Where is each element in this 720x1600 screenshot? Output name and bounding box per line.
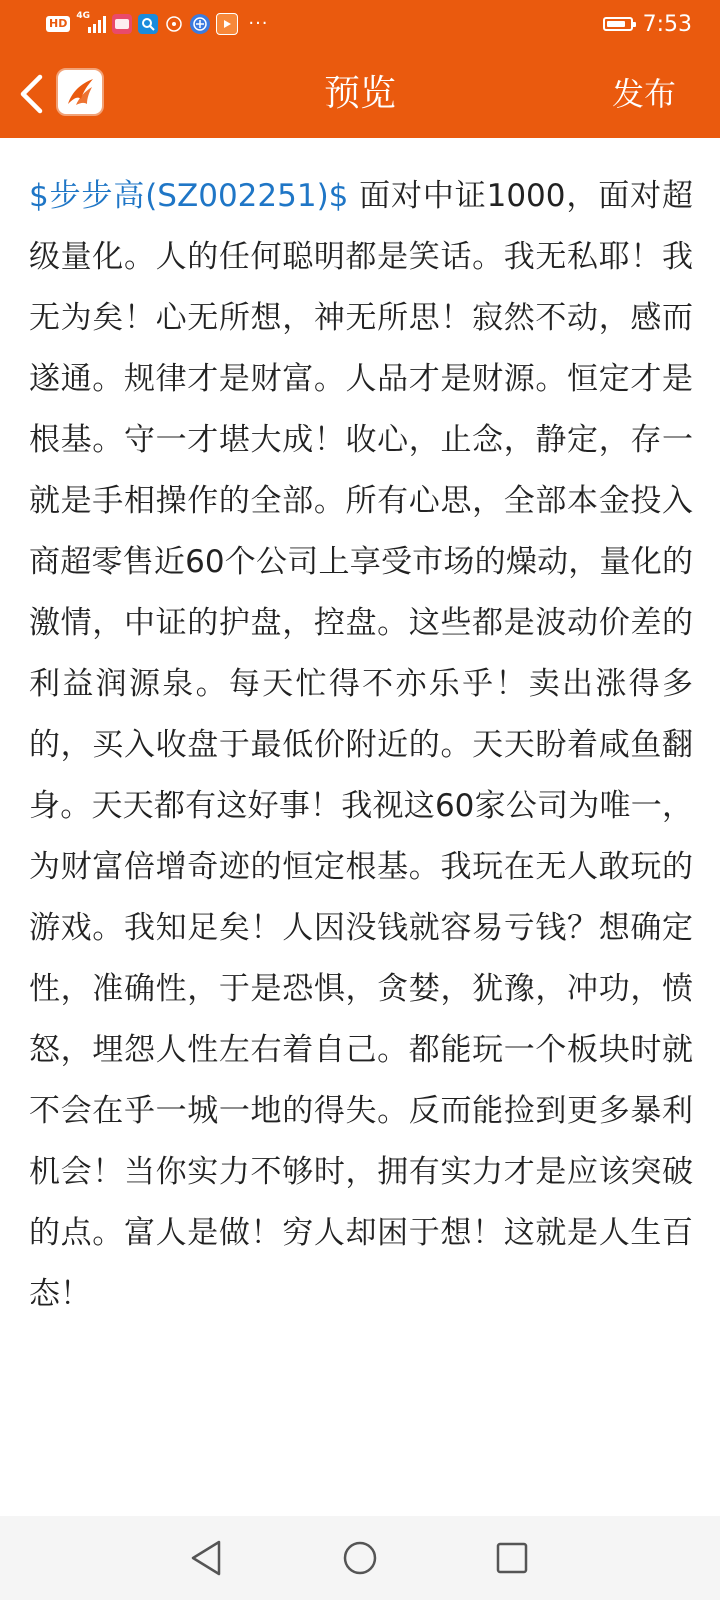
clock: 7:53: [642, 11, 692, 37]
circle-home-icon: [342, 1540, 378, 1576]
square-recents-icon: [495, 1541, 529, 1575]
nav-back-button[interactable]: [184, 1536, 228, 1580]
app-logo: [56, 68, 104, 116]
browser-app-icon: [190, 14, 210, 34]
huawei-app-icon: [112, 14, 132, 34]
page-title: 预览: [323, 73, 396, 114]
system-navigation-bar: [0, 1516, 720, 1600]
status-bar: [0, 0, 720, 48]
network-type: 4G: [76, 11, 90, 21]
nav-recents-button[interactable]: [490, 1536, 534, 1580]
battery-icon: [603, 17, 633, 31]
top-bar: [0, 0, 720, 138]
nav-home-button[interactable]: [338, 1536, 382, 1580]
status-icons-left: [46, 12, 269, 36]
post-body-text: 面对中证1000，面对超级量化。人的任何聪明都是笑话。我无私耶！我无为矣！心无所想，神无所思！寂然不动，感而遂通。规律才是财富。人品才是财源。恒定才是根基。守一才堪大成！收心，止念，静定，存一就是手相操作的全部。所有心思，全部本金投入商超零售近60个公司上享受市场的燥动，量化的激情，中证的护盘，控盘。这些都是波动价差的利益润源泉。每天忙得不亦乐乎！卖出涨得多的，买入收盘于最低价附近的。天天盼着咸鱼翻身。天天都有这好事！我视这60家公司为唯一，为财富倍增奇迹的恒定根基。我玩在无人敢玩的游戏。我知足矣！人因没钱就容易亏钱？想确定性，准确性，于是恐惧，贪婪，犹豫，冲功，愤怒，埋怨人性左右着自己。都能玩一个板块时就不会在乎一城一地的得失。反而能捡到更多暴利机会！当你实力不够时，拥有实力才是应该突破的点。富人是做！穷人却困于想！这就是人生百态！: [29, 178, 694, 1312]
signal-icon: [76, 11, 106, 33]
status-icons-right: [603, 10, 692, 38]
stock-tag-link[interactable]: $步步高(SZ002251)$: [29, 178, 349, 214]
triangle-back-icon: [189, 1539, 223, 1577]
app-logo-icon: [62, 74, 98, 110]
publish-button[interactable]: 发布: [612, 72, 676, 116]
video-app-icon: [216, 13, 238, 35]
notification-app-icon: [164, 14, 184, 34]
chevron-left-icon: [18, 74, 44, 114]
header: [0, 56, 720, 132]
hd-badge: HD: [46, 16, 70, 32]
back-button[interactable]: [14, 72, 48, 116]
search-app-icon: [138, 14, 158, 34]
post-content: [29, 166, 693, 1325]
battery-fill: [607, 21, 625, 27]
more-notifications-indicator: ···: [248, 13, 269, 34]
